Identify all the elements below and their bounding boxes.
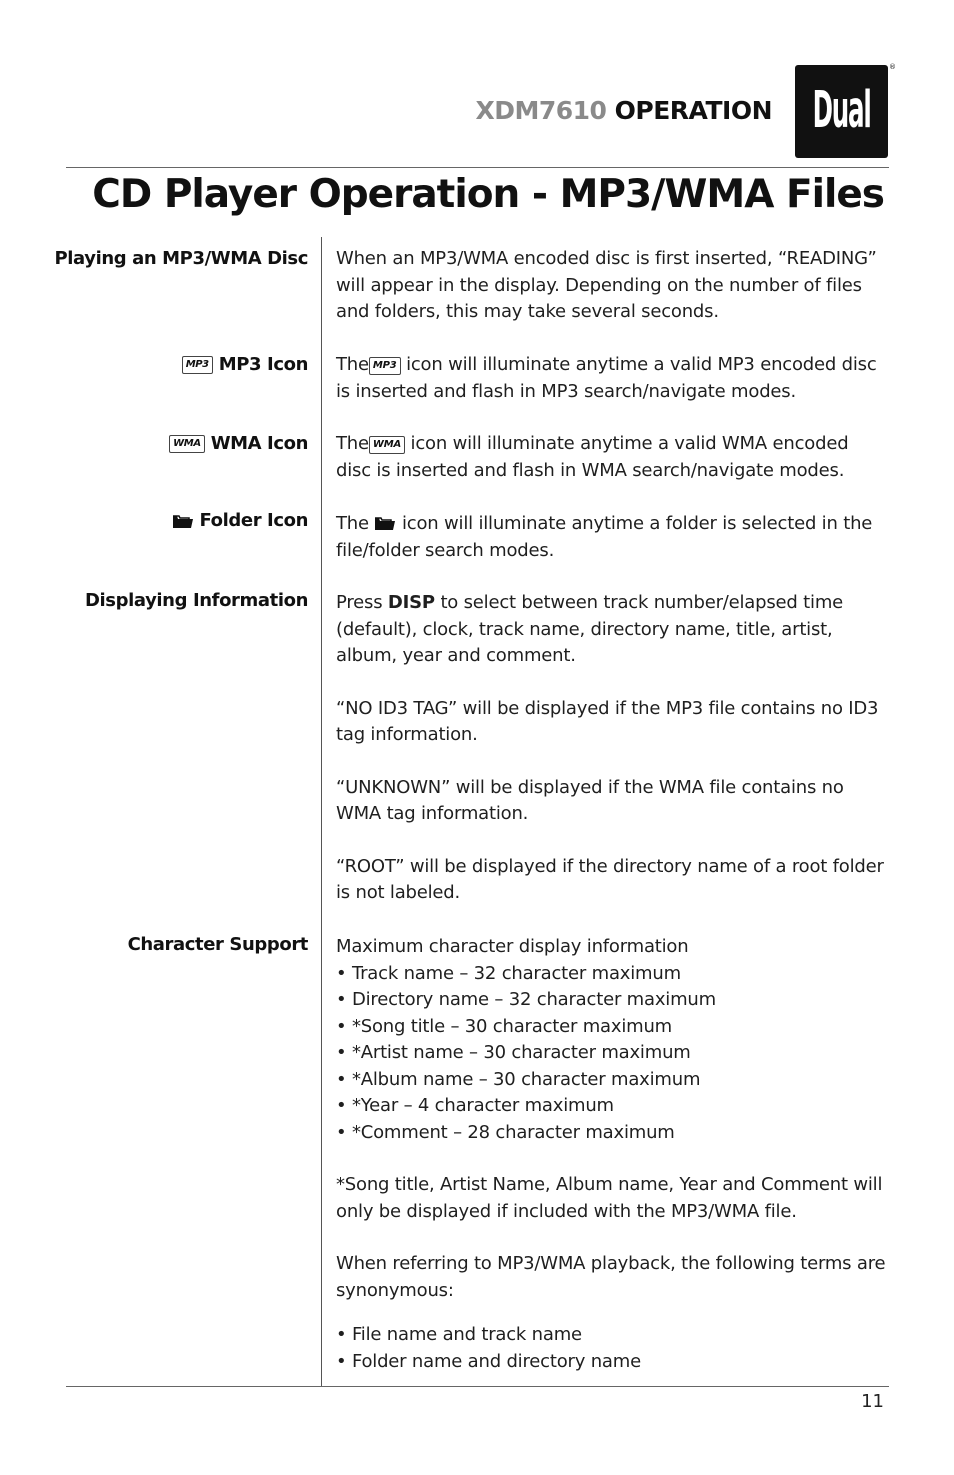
folder-text-after: icon will illuminate anytime a folder is selected in the file/folder search modes. [336,513,873,561]
label-mp3-text: MP3 Icon [218,354,308,375]
label-displaying-text: Displaying Information [85,590,308,611]
wma-badge-icon: WMA [169,435,205,453]
model-number: XDM7610 [475,96,607,125]
folder-icon [172,513,194,529]
press-word: Press [336,592,383,613]
mp3-text-after: icon will illuminate anytime a valid MP3 encoded disc is inserted and flash in MP3 search/navigate modes. [336,354,877,402]
list-item: • Directory name – 32 character maximum [336,987,886,1014]
wma-text-after: icon will illuminate anytime a valid WMA encoded disc is inserted and flash in WMA search/navigate modes. [336,433,849,481]
folder-inline-icon [374,515,396,531]
mp3-badge-icon: MP3 [182,356,213,374]
list-item: • *Comment – 28 character maximum [336,1120,886,1147]
label-wma-icon [169,433,308,454]
label-characters-text: Character Support [127,934,308,955]
list-item: • File name and track name [336,1322,886,1349]
unknown-paragraph: “UNKNOWN” will be displayed if the WMA file contains no WMA tag information. [336,776,844,824]
registered-mark: ® [889,63,896,71]
page-title: CD Player Operation - MP3/WMA Files [92,172,884,217]
wma-paragraph [336,431,886,484]
no-id3-paragraph: “NO ID3 TAG” will be displayed if the MP3 file contains no ID3 tag information. [336,697,879,745]
text-mp3-icon [336,352,886,405]
text-playing [336,246,886,326]
playing-paragraph: When an MP3/WMA encoded disc is first inserted, “READING” will appear in the display. Depending on the number of files and folders, this may take several seconds. [336,248,877,322]
label-displaying [85,590,308,611]
list-item: • *Album name – 30 character maximum [336,1067,886,1094]
section-name: OPERATION [614,96,772,125]
mp3-text-before: The [336,354,369,375]
displaying-paragraph-1 [336,590,886,670]
folder-paragraph [336,511,886,564]
folder-text-before: The [336,513,369,534]
label-wma-text: WMA Icon [210,433,308,454]
list-item: • *Song title – 30 character maximum [336,1014,886,1041]
list-item: • *Artist name – 30 character maximum [336,1040,886,1067]
characters-intro: Maximum character display information [336,936,689,957]
mp3-inline-badge-icon: MP3 [369,357,401,375]
logo-text: Dual [812,81,871,140]
wma-text-before: The [336,433,369,454]
column-divider [321,237,322,1386]
text-wma-icon [336,431,886,484]
label-playing [54,248,308,269]
bottom-rule [66,1386,889,1387]
text-displaying [336,590,886,907]
text-folder-icon [336,511,886,564]
root-paragraph: “ROOT” will be displayed if the directory name of a root folder is not labeled. [336,855,884,903]
label-mp3-icon [182,354,308,375]
characters-list [336,961,886,1147]
top-rule [66,167,889,168]
displaying-text-after: to select between track number/elapsed time (default), clock, track name, directory name, title, artist, album, year and comment. [336,592,844,666]
wma-inline-badge-icon: WMA [369,436,405,454]
header-model-operation [475,96,772,125]
mp3-paragraph [336,352,886,405]
disp-key: DISP [387,592,435,613]
label-folder-text: Folder Icon [199,510,308,531]
dual-logo [795,65,888,158]
page-number: 11 [861,1391,884,1412]
label-characters [128,934,308,955]
list-item: • Folder name and directory name [336,1349,886,1376]
list-item: • Track name – 32 character maximum [336,961,886,988]
label-folder-icon [172,510,309,531]
text-characters [336,934,886,1375]
synonyms-list [336,1322,886,1375]
list-item: • *Year – 4 character maximum [336,1093,886,1120]
synonyms-intro: When referring to MP3/WMA playback, the following terms are synonymous: [336,1253,886,1301]
characters-note: *Song title, Artist Name, Album name, Year and Comment will only be displayed if included with the MP3/WMA file. [336,1174,883,1222]
label-playing-text: Playing an MP3/WMA Disc [54,248,308,269]
